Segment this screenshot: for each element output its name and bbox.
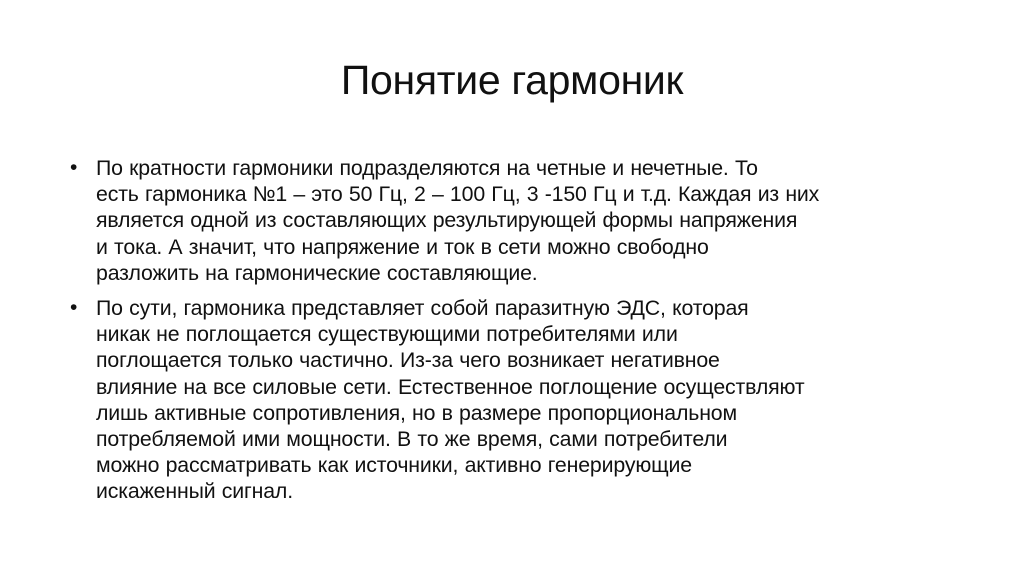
bullet-2-line-2: никак не поглощается существующими потребителями или	[96, 322, 678, 347]
bullet-marker: •	[70, 156, 78, 179]
slide-title: Понятие гармоник	[340, 57, 684, 103]
bullet-1-line-1: По кратности гармоники подразделяются на четные и нечетные. То	[96, 156, 758, 180]
bullet-item-1	[70, 155, 955, 286]
bullet-list	[70, 155, 955, 505]
bullet-marker: •	[70, 296, 78, 320]
bullet-1-line-4: и тока. А значит, что напряжение и ток в сети можно свободно	[96, 234, 709, 259]
bullet-2-line-8: искаженный сигнал.	[96, 479, 293, 504]
bullet-item-2	[70, 295, 955, 505]
bullet-2-line-6: потребляемой ими мощности. В то же время, сами потребители	[96, 427, 728, 452]
bullet-2-line-7: можно рассматривать как источники, активно генерирующие	[96, 453, 692, 478]
bullet-2-line-5: лишь активные сопротивления, но в размере пропорциональном	[96, 400, 737, 425]
bullet-1-line-3: является одной из составляющих результирующей формы напряжения	[96, 208, 798, 233]
bullet-1-line-5: разложить на гармонические составляющие.	[96, 260, 538, 285]
bullet-2-line-1: По сути, гармоника представляет собой паразитную ЭДС, которая	[96, 296, 749, 321]
bullet-2-line-4: влияние на все силовые сети. Естественное поглощение осуществляют	[96, 374, 805, 399]
bullet-1-line-2: есть гармоника №1 – это 50 Гц, 2 – 100 Гц, 3 -150 Гц и т.д. Каждая из них	[96, 182, 820, 207]
bullet-2-line-3: поглощается только частично. Из-за чего возникает негативное	[96, 348, 720, 373]
